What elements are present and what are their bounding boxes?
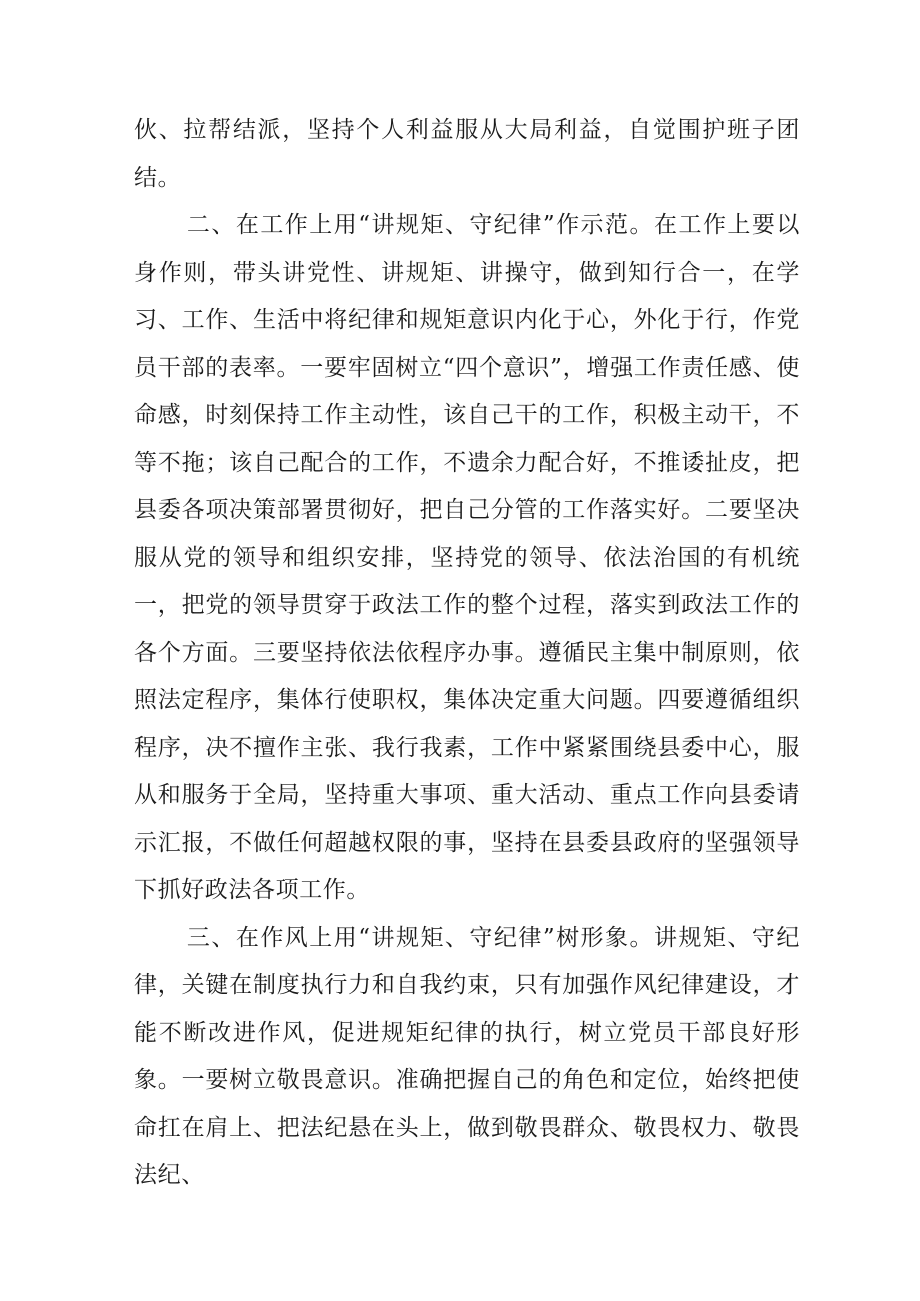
document-body bbox=[134, 107, 800, 1200]
paragraph-continuation: 伙、拉帮结派，坚持个人利益服从大局利益，自觉围护班子团结。 bbox=[134, 117, 800, 191]
paragraph-section-three: 三、在作风上用“讲规矩、守纪律”树形象。讲规矩、守纪律，关键在制度执行力和自我约束，只有加强作风纪律建设，才能不断改进作风，促进规矩纪律的执行，树立党员干部良好形象。一要树立敬畏意识。准确把握自己的角色和定位，始终把使命扛在肩上、把法纪悬在头上，做到敬畏群众、敬畏权力、敬畏法纪、 bbox=[134, 924, 800, 1188]
paragraph-section-two: 二、在工作上用“讲规矩、守纪律”作示范。在工作上要以身作则，带头讲党性、讲规矩、讲操守，做到知行合一，在学习、工作、生活中将纪律和规矩意识内化于心，外化于行，作党员干部的表率。一要牢固树立“四个意识”，增强工作责任感、使命感，时刻保持工作主动性，该自己干的工作，积极主动干，不等不拖；该自己配合的工作，不遗余力配合好，不推诿扯皮，把县委各项决策部署贯彻好，把自己分管的工作落实好。二要坚决服从党的领导和组织安排，坚持党的领导、依法治国的有机统一，把党的领导贯穿于政法工作的整个过程，落实到政法工作的各个方面。三要坚持依法依程序办事。遵循民主集中制原则，依照法定程序，集体行使职权，集体决定重大问题。四要遵循组织程序，决不擅作主张、我行我素，工作中紧紧围绕县委中心，服从和服务于全局，坚持重大事项、重大活动、重点工作向县委请示汇报，不做任何超越权限的事，坚持在县委县政府的坚强领导下抓好政法各项工作。 bbox=[134, 212, 800, 903]
